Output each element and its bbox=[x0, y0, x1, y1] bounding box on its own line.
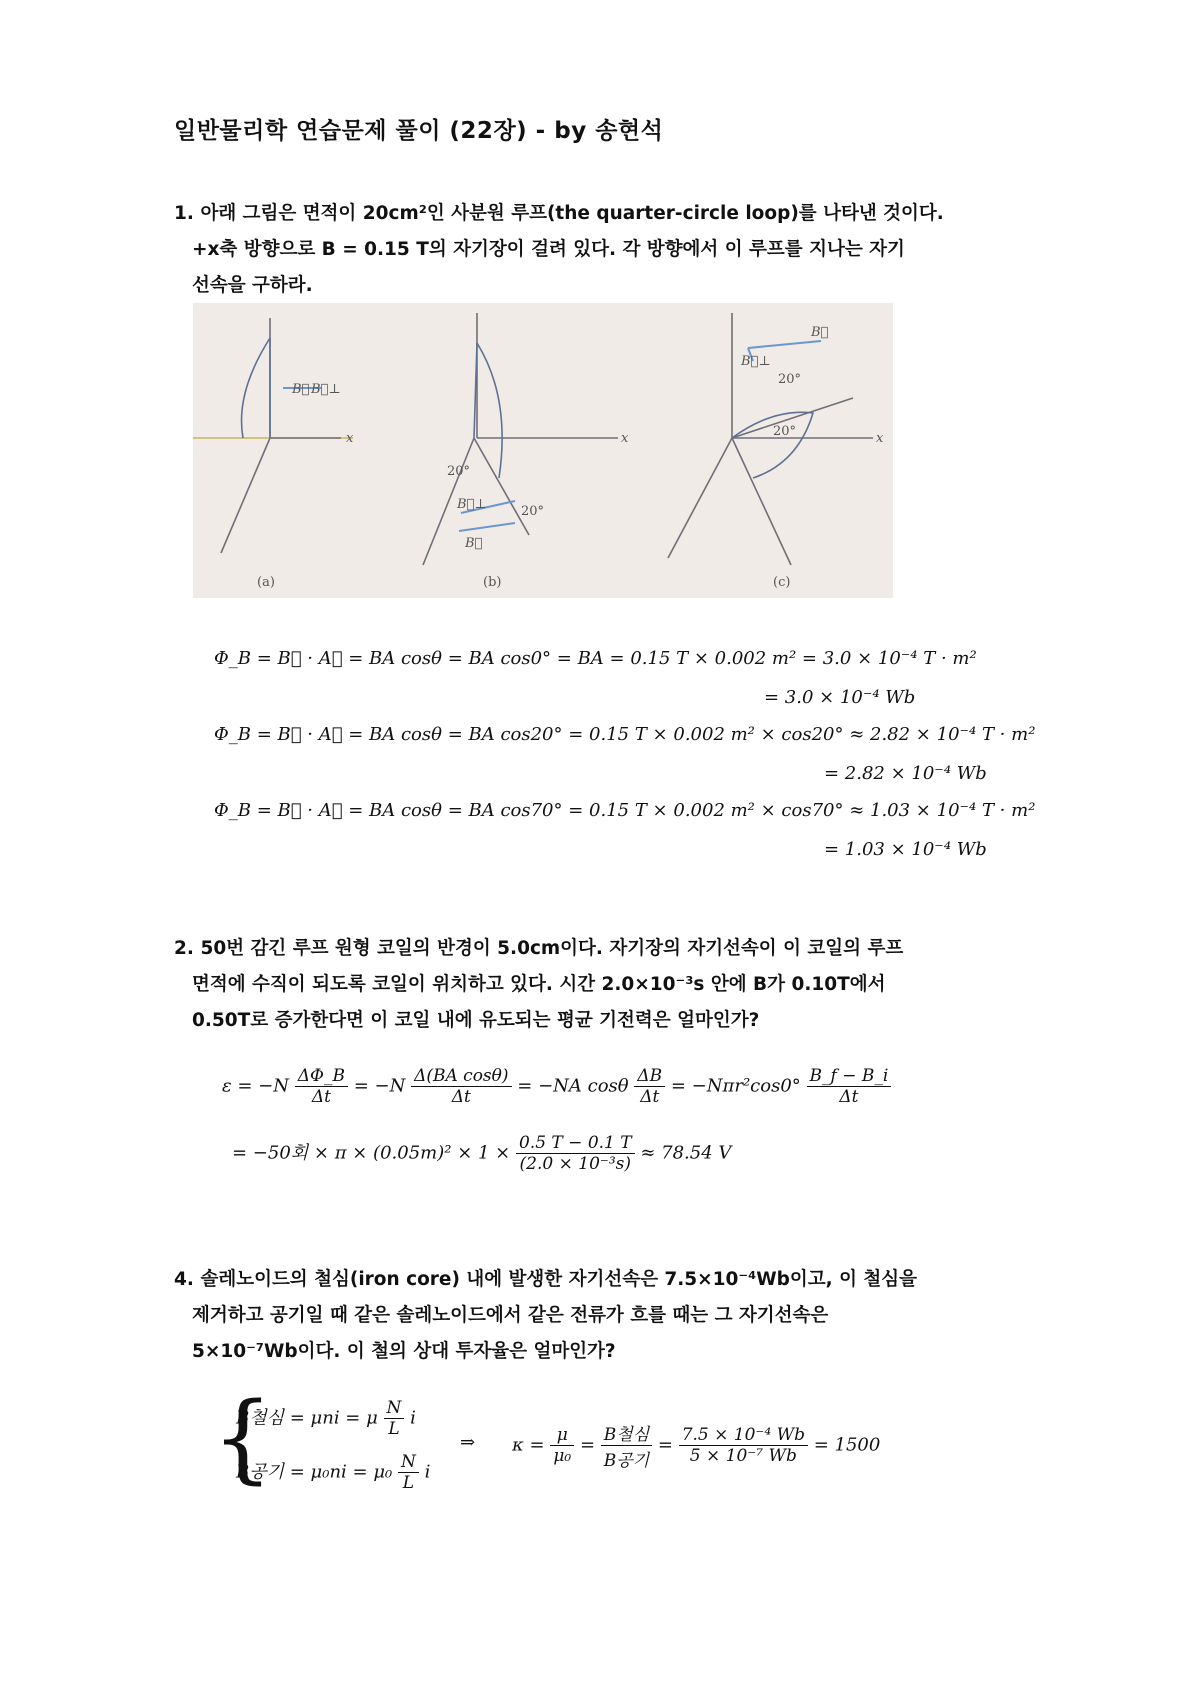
equals-sign-2: = bbox=[657, 1434, 673, 1456]
problem-2-text bbox=[174, 931, 1014, 1039]
emf-equation-line-2 bbox=[232, 1133, 731, 1174]
problem-1-line-1: 아래 그림은 면적이 20cm²인 사분원 루프(the quarter-circle loop)를 나타낸 것이다. bbox=[200, 203, 944, 224]
fraction-n-over-l-1: $\frac{N}{L}$ bbox=[384, 1398, 405, 1439]
implies-arrow: ⇒ bbox=[460, 1432, 476, 1453]
problem-1-line-3: 선속을 구하라. bbox=[192, 275, 313, 296]
emf-result: ≈ 78.54 V bbox=[640, 1142, 732, 1164]
x-axis-label-a: x bbox=[346, 431, 354, 446]
loop-arc-a bbox=[242, 338, 270, 438]
b-perp-label-b: B⃗⊥ bbox=[457, 497, 487, 512]
equals-sign-1: = bbox=[579, 1434, 596, 1456]
problem-number: 4. bbox=[174, 1269, 194, 1290]
fraction-b-change-time: $\frac{0.5 T - 0.1 T}{\text{(2.0 × 10⁻³s)}}$ bbox=[516, 1133, 635, 1174]
angle-label-b-top: 20° bbox=[447, 464, 471, 479]
b-perp-label-a: B⃗⊥ bbox=[311, 382, 341, 397]
current-symbol-1: i bbox=[410, 1407, 416, 1429]
equation-2b: = 2.82 × 10⁻⁴ Wb bbox=[824, 763, 987, 784]
problem-4-line-1: 솔레노이드의 철심(iron core) 내에 발생한 자기선속은 7.5×10⁻⁴Wb이고, 이 철심을 bbox=[200, 1269, 918, 1290]
fraction-dBA-dt: $\frac{\text{Δ(BA cosθ)}}{\Delta t}$ bbox=[411, 1066, 511, 1107]
problem-1-line-2: +x축 방향으로 B = 0.15 T의 자기장이 걸려 있다. 각 방향에서 이 루프를 지나는 자기 bbox=[192, 239, 905, 260]
fraction-dphi-dt: $\frac{\Delta\Phi\_B}{\Delta t}$ bbox=[295, 1066, 348, 1107]
problem-2-line-3: 0.50T로 증가한다면 이 코일 내에 유도되는 평균 기전력은 얼마인가? bbox=[192, 1010, 760, 1031]
b-air-lead: B공기 = μ₀ni = μ₀ bbox=[236, 1461, 393, 1483]
fraction-b-iron-over-b-air: $\frac{\text{B철심}}{\text{B공기}}$ bbox=[601, 1420, 652, 1471]
problem-number: 1. bbox=[174, 203, 194, 224]
fraction-mu-over-mu0: $\frac{\mu}{\text{μ₀}}$ bbox=[550, 1425, 574, 1466]
problem-1-text bbox=[174, 196, 1014, 304]
problem-number: 2. bbox=[174, 938, 194, 959]
emf-equation-line-1 bbox=[222, 1066, 891, 1107]
equation-3a: Φ_B = B⃗ · A⃗ = BA cosθ = BA cos70° = 0.15 T × 0.002 m² × cos70° ≈ 1.03 × 10⁻⁴ T · m² bbox=[214, 800, 1036, 821]
label-c: (c) bbox=[773, 575, 791, 590]
page-title: 일반물리학 연습문제 풀이 (22장) - by 송현석 bbox=[174, 118, 664, 144]
emf-substitution: = −50회 × π × (0.05m)² × 1 × bbox=[232, 1142, 511, 1164]
b-vector-label-c: B⃗ bbox=[811, 325, 829, 340]
problem-2-line-2: 면적에 수직이 되도록 코일이 위치하고 있다. 시간 2.0×10⁻³s 안에 B가 0.10T에서 bbox=[192, 974, 886, 995]
quarter-circle-loop-figure bbox=[193, 303, 893, 598]
axis-y-a bbox=[221, 438, 270, 553]
kappa-lead: κ = bbox=[512, 1434, 545, 1456]
b-perp-label-c: B⃗⊥ bbox=[741, 354, 771, 369]
equation-3b: = 1.03 × 10⁻⁴ Wb bbox=[824, 839, 987, 860]
emf-mid-3: = −Nπr²cos0° bbox=[670, 1075, 801, 1097]
fraction-bf-bi-dt: $\frac{B\_f - B\_i}{\Delta t}$ bbox=[807, 1066, 892, 1107]
fraction-dB-dt: $\frac{\Delta B}{\Delta t}$ bbox=[634, 1066, 665, 1107]
emf-lead: ε = −N bbox=[222, 1075, 290, 1097]
system-equation-2 bbox=[236, 1452, 430, 1493]
b-vector-label-a: B⃗ bbox=[292, 382, 310, 397]
system-equation-1 bbox=[236, 1398, 416, 1439]
current-symbol-2: i bbox=[424, 1461, 431, 1483]
b-vector-label-b: B⃗ bbox=[465, 536, 483, 551]
relative-permeability-equation bbox=[512, 1420, 880, 1471]
label-b: (b) bbox=[483, 575, 502, 590]
emf-mid-1: = −N bbox=[353, 1075, 406, 1097]
equation-1b: = 3.0 × 10⁻⁴ Wb bbox=[764, 687, 916, 708]
problem-2-line-1: 50번 감긴 루프 원형 코일의 반경이 5.0cm이다. 자기장의 자기선속이 이 코일의 루프 bbox=[200, 938, 904, 959]
axis-y-c bbox=[668, 438, 732, 558]
fraction-n-over-l-2: $\frac{N}{L}$ bbox=[398, 1452, 419, 1493]
b-iron-lead: B철심 = μni = μ bbox=[236, 1407, 378, 1429]
angle-label-c-mid: 20° bbox=[773, 424, 797, 439]
permeability-result: = 1500 bbox=[813, 1434, 881, 1456]
fraction-flux-values: $\frac{\text{7.5 × 10⁻⁴ Wb}}{\text{5 × 10⁻⁷ Wb}}$ bbox=[679, 1425, 808, 1466]
x-axis-label-c: x bbox=[876, 431, 884, 446]
angle-label-c-top: 20° bbox=[778, 372, 802, 387]
x-axis-label-b: x bbox=[621, 431, 629, 446]
problem-4-text bbox=[174, 1262, 1014, 1370]
system-brace: { bbox=[212, 1382, 274, 1494]
angle-label-b-side: 20° bbox=[521, 504, 545, 519]
equation-2a: Φ_B = B⃗ · A⃗ = BA cosθ = BA cos20° = 0.15 T × 0.002 m² × cos20° ≈ 2.82 × 10⁻⁴ T · m² bbox=[214, 724, 1036, 745]
label-a: (a) bbox=[257, 575, 275, 590]
emf-mid-2: = −NA cosθ bbox=[517, 1075, 629, 1097]
problem-4-line-3: 5×10⁻⁷Wb이다. 이 철의 상대 투자율은 얼마인가? bbox=[192, 1341, 616, 1362]
equation-1a: Φ_B = B⃗ · A⃗ = BA cosθ = BA cos0° = BA = 0.15 T × 0.002 m² = 3.0 × 10⁻⁴ T · m² bbox=[214, 648, 977, 669]
problem-4-line-2: 제거하고 공기일 때 같은 솔레노이드에서 같은 전류가 흐를 때는 그 자기선속은 bbox=[192, 1305, 829, 1326]
